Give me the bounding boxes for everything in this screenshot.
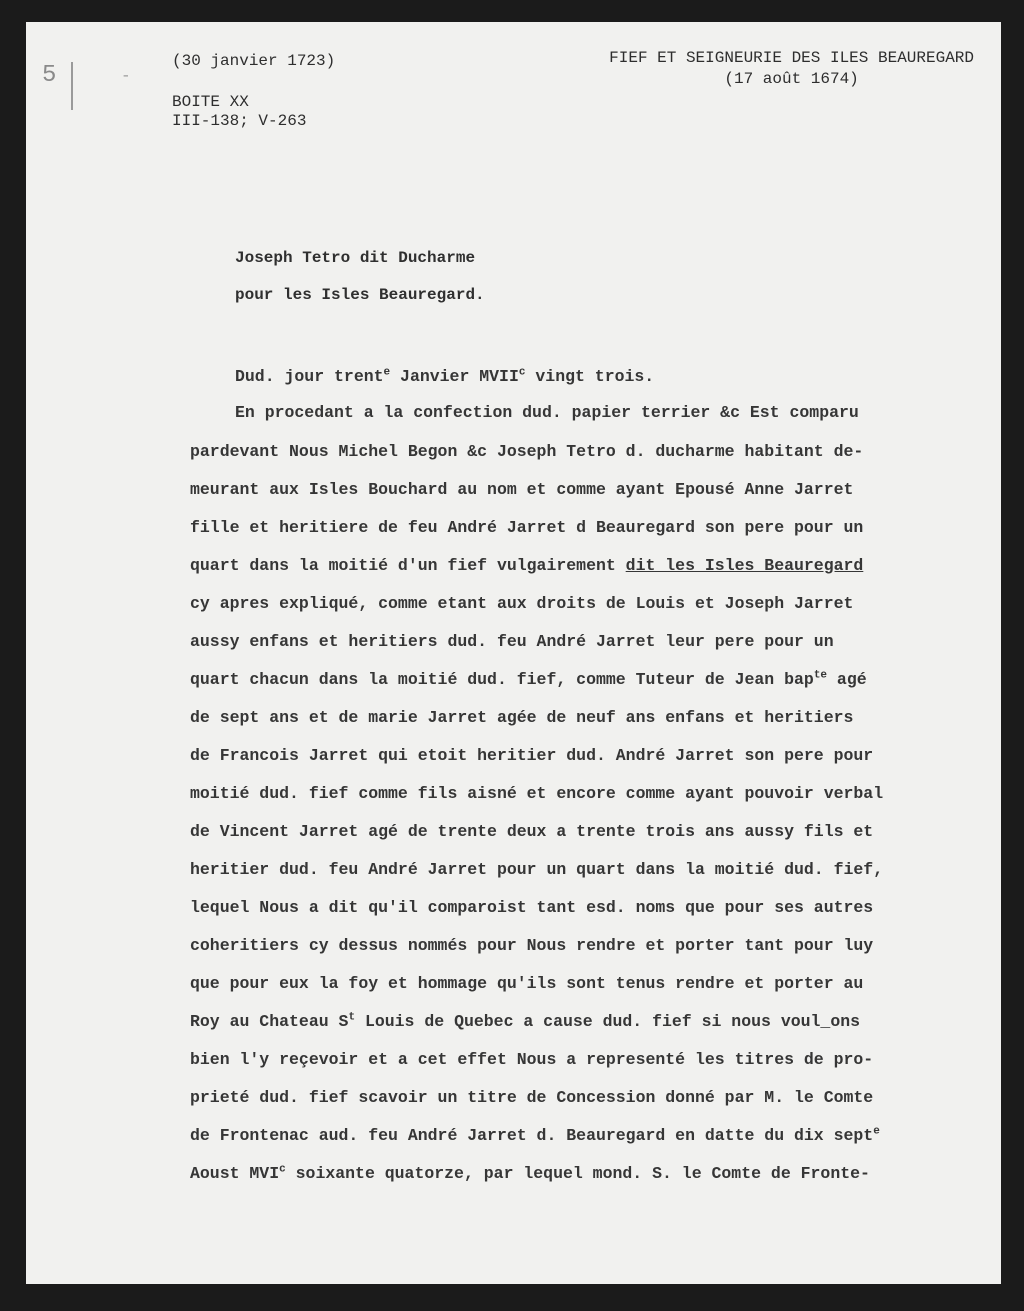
body-line-7: cy apres expliqué, comme etant aux droits de Louis et Joseph Jarret — [190, 594, 854, 613]
body-line-21: de Frontenac aud. feu André Jarret d. Beauregard en datte du dix sept$^e$ — [190, 1125, 880, 1145]
body-line-13: de Vincent Jarret agé de trente deux a trente trois ans aussy fils et — [190, 822, 874, 841]
body-line-16: coheritiers cy dessus nommés pour Nous rendre et porter tant pour luy — [190, 936, 874, 955]
body-line-3: pardevant Nous Michel Begon &c Joseph Tetro d. ducharme habitant de- — [190, 442, 864, 461]
body-line-6: quart dans la moitié d'un fief vulgairement dit les Isles Beauregard — [190, 556, 864, 575]
margin-dash: - — [121, 67, 131, 85]
body-line-15: lequel Nous a dit qu'il comparoist tant esd. noms que pour ses autres — [190, 898, 874, 917]
body-line-18: Roy au Chateau $S^t$ Louis de Quebec a cause dud. fief si nous voul_ons — [190, 1011, 861, 1031]
header-fief — [609, 48, 974, 90]
body-line-17: que pour eux la foy et hommage qu'ils sont tenus rendre et porter au — [190, 974, 864, 993]
header-box: BOITE XX — [172, 93, 249, 111]
body-line-5: fille et heritiere de feu André Jarret d Beauregard son pere pour un — [190, 518, 864, 537]
body-line-4: meurant aux Isles Bouchard au nom et comme ayant Epousé Anne Jarret — [190, 480, 854, 499]
body-line-19: bien l'y reçevoir et a cet effet Nous a representé les titres de pro- — [190, 1050, 874, 1069]
body-line-10: de sept ans et de marie Jarret agée de neuf ans enfans et heritiers — [190, 708, 854, 727]
body-line-8: aussy enfans et heritiers dud. feu André Jarret leur pere pour un — [190, 632, 834, 651]
body-line-14: heritier dud. feu André Jarret pour un quart dans la moitié dud. fief, — [190, 860, 884, 879]
fief-title: FIEF ET SEIGNEURIE DES ILES BEAUREGARD — [609, 49, 974, 67]
underlined-fief-name: dit les Isles Beauregard — [625, 556, 864, 575]
body-line-9: quart chacun dans la moitié dud. fief, comme Tuteur de Jean bap$^{te}$ agé — [190, 669, 867, 689]
fief-date: (17 août 1674) — [724, 70, 859, 88]
body-line-2: En procedant a la confection dud. papier terrier &c Est comparu — [235, 403, 859, 422]
body-line-20: prieté dud. fief scavoir un titre de Concession donné par M. le Comte — [190, 1088, 874, 1107]
margin-mark — [71, 62, 73, 110]
header-date: (30 janvier 1723) — [172, 52, 336, 70]
header-reference: III-138; V-263 — [172, 112, 307, 130]
act-title-line-2: pour les Isles Beauregard. — [235, 286, 485, 304]
document-page — [26, 22, 1001, 1284]
body-line-22: Aoust MVI$^c$ soixante quatorze, par lequel mond. S. le Comte de Fronte- — [190, 1163, 870, 1183]
body-line-11: de Francois Jarret qui etoit heritier dud. André Jarret son pere pour — [190, 746, 874, 765]
act-title-line-1: Joseph Tetro dit Ducharme — [235, 249, 476, 267]
body-line-1: Dud. jour trent$^e$ Janvier MVII$^c$ vingt trois. — [235, 366, 655, 386]
body-line-12: moitié dud. fief comme fils aisné et encore comme ayant pouvoir verbal — [190, 784, 884, 803]
page-number: 5 — [42, 62, 57, 89]
